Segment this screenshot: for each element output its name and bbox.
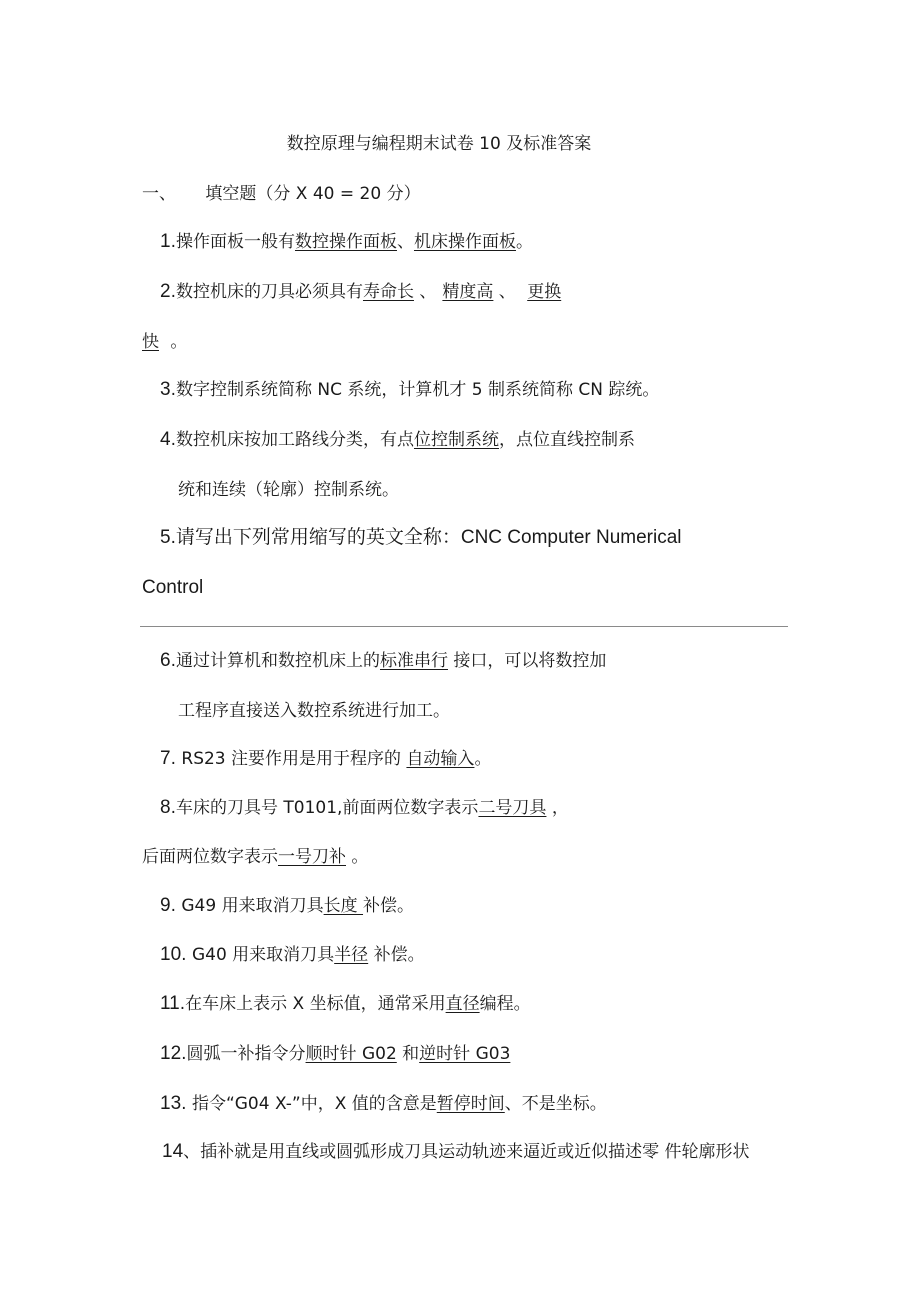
question-text: . 指令“G04 X-”中，X 值的含意是 <box>181 1094 437 1114</box>
question-text: ，点位直线控制系 <box>498 430 635 450</box>
question-text: 、不是坐标。 <box>504 1094 607 1114</box>
question-2-continued <box>142 331 187 353</box>
document-title: 数控原理与编程期末试卷 10 及标准答案 <box>286 134 592 154</box>
question-2 <box>160 281 561 303</box>
answer: 直径 <box>445 994 480 1014</box>
question-11 <box>160 993 531 1015</box>
answer: 位控制系统 <box>413 430 499 450</box>
question-text: 、 <box>413 282 437 302</box>
answer: 长度 <box>323 896 364 916</box>
question-number: 9 <box>160 895 171 916</box>
answer: 二号刀具 <box>478 798 547 818</box>
question-text: 后面两位数字表示 <box>142 847 278 867</box>
question-text: .在车床上表示 X 坐标值，通常采用 <box>179 994 446 1014</box>
question-4-continued: 统和连续（轮廓）控制系统。 <box>178 480 399 500</box>
question-text: 接口，可以将数控加 <box>447 651 607 671</box>
question-5 <box>160 527 682 549</box>
answer: 暂停时间 <box>436 1094 505 1114</box>
question-6-continued: 工程序直接送入数控系统进行加工。 <box>178 701 450 721</box>
question-text: 、 <box>493 282 522 302</box>
question-text: 补偿。 <box>363 896 415 916</box>
question-number: 12 <box>160 1043 182 1064</box>
answer: 精度高 <box>442 282 494 302</box>
answer: 更换 <box>527 282 562 302</box>
question-6 <box>160 650 606 672</box>
answer: 寿命长 <box>362 282 414 302</box>
question-text: .数字控制系统简称 NC 系统，计算机才 5 制系统简称 CN 踪统。 <box>170 380 660 400</box>
question-number: 14 <box>162 1141 184 1162</box>
question-text: .数控机床按加工路线分类，有点 <box>170 430 414 450</box>
question-text: 。 <box>515 232 533 252</box>
question-text: 和 <box>396 1044 420 1064</box>
question-5-continued: Control <box>142 577 204 598</box>
question-text: ， <box>546 798 569 818</box>
question-number: 3 <box>160 379 171 400</box>
question-text: . RS23 注要作用是用于程序的 <box>170 749 407 769</box>
section-number: 一、 <box>142 184 176 204</box>
question-13 <box>160 1093 607 1115</box>
page-divider <box>140 626 788 627</box>
question-number: 10 <box>160 944 182 965</box>
question-text: 、 <box>396 232 414 252</box>
answer: 标准串行 <box>379 651 448 671</box>
question-text: 补偿。 <box>368 945 425 965</box>
question-text: 。 <box>165 332 188 352</box>
question-12 <box>160 1043 510 1065</box>
question-14 <box>162 1141 750 1163</box>
question-text: 。 <box>474 749 492 769</box>
question-10 <box>160 944 425 966</box>
section-title: 填空题（分 X 40 = 20 分） <box>205 184 421 204</box>
question-text: . G40 用来取消刀具 <box>181 945 335 965</box>
question-9 <box>160 895 414 917</box>
answer: 顺时针 G02 <box>305 1044 397 1064</box>
answer: 自动输入 <box>406 749 475 769</box>
question-number: 8 <box>160 797 171 818</box>
question-4 <box>160 429 635 451</box>
question-text: .数控机床的刀具必须具有 <box>170 282 363 302</box>
question-number: 1 <box>160 231 171 252</box>
question-text: 编程。 <box>479 994 531 1014</box>
question-text: .通过计算机和数控机床上的 <box>170 651 380 671</box>
question-3 <box>160 379 659 401</box>
question-text: .操作面板一般有 <box>170 232 295 252</box>
question-text: .请写出下列常用缩写的英文全称：CNC Computer Numerical <box>170 527 682 548</box>
question-number: 11 <box>160 993 180 1014</box>
question-text: .车床的刀具号 T0101,前面两位数字表示 <box>170 798 479 818</box>
answer: 机床操作面板 <box>413 232 516 252</box>
question-8-continued <box>142 846 368 868</box>
question-7 <box>160 748 491 770</box>
question-8 <box>160 797 569 819</box>
question-number: 4 <box>160 429 171 450</box>
question-1 <box>160 231 533 253</box>
question-number: 7 <box>160 748 171 769</box>
answer: 一号刀补 <box>278 847 346 867</box>
question-text: . G49 用来取消刀具 <box>170 896 324 916</box>
question-text: 。 <box>346 847 369 867</box>
question-number: 5 <box>160 527 171 548</box>
question-text: .圆弧一补指令分 <box>181 1044 306 1064</box>
answer: 逆时针 G03 <box>419 1044 511 1064</box>
question-number: 6 <box>160 650 171 671</box>
answer: 快 <box>142 332 159 352</box>
answer: 数控操作面板 <box>294 232 397 252</box>
question-text: 、插补就是用直线或圆弧形成刀具运动轨迹来逼近或近似描述零 件轮廓形状 <box>183 1142 750 1162</box>
section-heading <box>142 183 421 205</box>
question-number: 2 <box>160 281 171 302</box>
question-number: 13 <box>160 1093 182 1114</box>
answer: 半径 <box>334 945 369 965</box>
